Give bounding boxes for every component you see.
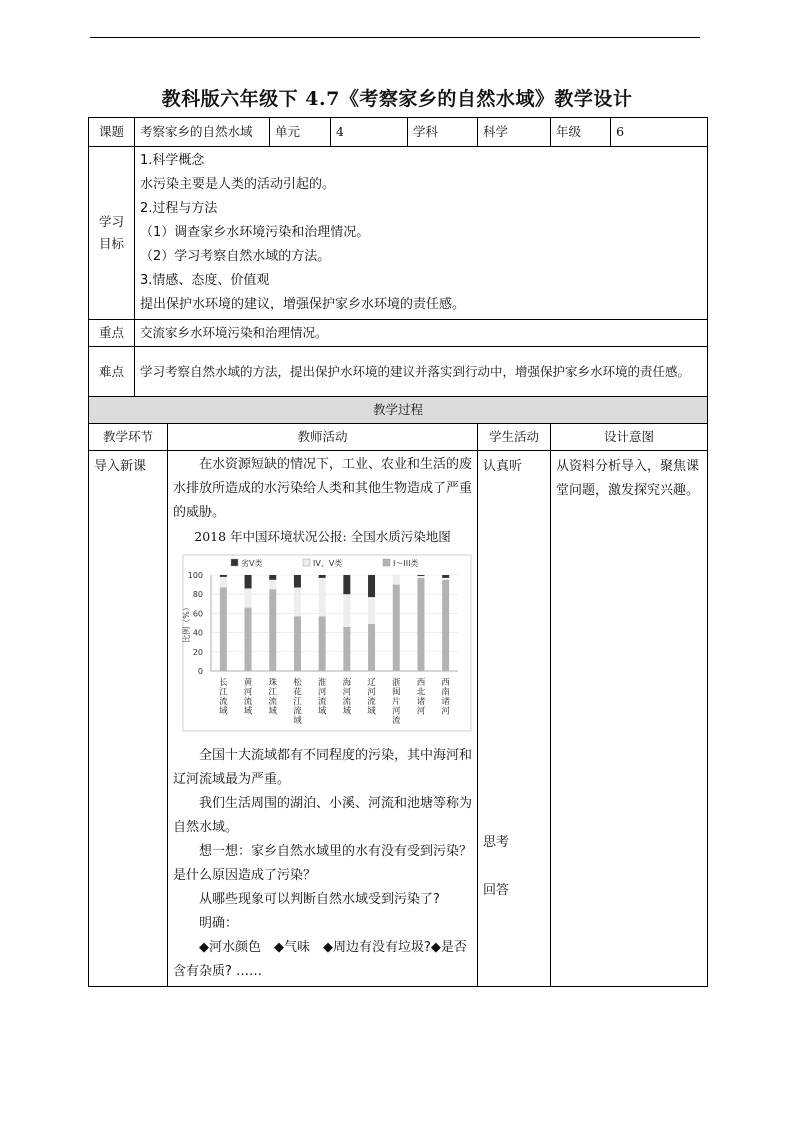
unit-label: 单元 <box>270 118 331 147</box>
bar-segment <box>368 575 375 597</box>
bar-segment <box>393 575 400 585</box>
key-point-label: 重点 <box>89 320 135 347</box>
bar-segment <box>294 575 301 587</box>
col-intent-header: 设计意图 <box>551 424 708 451</box>
teacher-paragraph: ◆河水颜色 ◆气味 ◆周边有没有垃圾?◆是否含有杂质? …… <box>173 940 467 979</box>
bar-segment <box>269 589 276 671</box>
teacher-paragraph: 我们生活周围的湖泊、小溪、河流和池塘等称为自然水域。 <box>173 796 473 835</box>
objective-line: 3.情感、态度、价值观 <box>140 273 270 288</box>
student-activity-answer: 回答 <box>483 883 510 898</box>
objective-line: 1.科学概念 <box>140 153 205 168</box>
objective-line: （2）学习考察自然水域的方法。 <box>140 249 331 264</box>
intro-design-intent: 从资料分析导入，聚焦课堂问题，激发探究兴趣。 <box>551 451 708 987</box>
key-point-text: 交流家乡水环境污染和治理情况。 <box>135 320 708 347</box>
intro-stage: 导入新课 <box>89 451 168 987</box>
water-quality-chart-svg <box>175 551 475 736</box>
bar-segment <box>368 597 375 624</box>
col-stage-header: 教学环节 <box>89 424 168 451</box>
teacher-paragraph: 明确： <box>199 916 239 931</box>
y-axis-label: 比例（%） <box>182 603 191 643</box>
y-tick-label: 20 <box>192 647 203 657</box>
grade-value: 6 <box>611 118 708 147</box>
document-title: 教科版六年级下 4.7《考察家乡的自然水域》教学设计 <box>161 88 633 110</box>
teacher-paragraph: 从哪些现象可以判断自然水域受到污染了? <box>199 892 440 907</box>
bar-segment <box>442 575 449 578</box>
process-header: 教学过程 <box>89 397 708 424</box>
objective-line: 2.过程与方法 <box>140 201 218 216</box>
bar-segment <box>442 580 449 671</box>
bar-segment <box>343 627 350 671</box>
legend-label: 劣V类 <box>241 559 263 568</box>
y-tick-label: 100 <box>187 571 203 580</box>
intro-student-activity <box>478 451 551 987</box>
intro-teacher-activity <box>168 451 478 987</box>
bar-segment <box>269 580 276 590</box>
objective-line: （1）调查家乡水环境污染和治理情况。 <box>140 225 370 240</box>
difficulty-text: 学习考察自然水域的方法，提出保护水环境的建议并落实到行动中，增强保护家乡水环境的责任感。 <box>135 347 708 397</box>
unit-value: 4 <box>331 118 408 147</box>
bar-segment <box>245 575 252 588</box>
chart-caption: 2018 年中国环境状况公报: 全国水质污染地图 <box>194 529 451 544</box>
legend-label: IV、V类 <box>313 559 343 568</box>
y-tick-label: 60 <box>192 609 203 619</box>
water-quality-chart <box>175 551 475 736</box>
bar-segment <box>220 587 227 671</box>
legend-label: I～III类 <box>393 559 419 568</box>
legend-swatch <box>231 559 238 566</box>
x-tick-label: 黄河流域 <box>243 678 253 717</box>
grade-label: 年级 <box>551 118 611 147</box>
teacher-paragraph: 全国十大流域都有不同程度的污染，其中海河和辽河流域最为严重。 <box>173 748 473 787</box>
bar-segment <box>393 585 400 671</box>
col-student-header: 学生活动 <box>478 424 551 451</box>
objective-line: 提出保护水环境的建议，增强保护家乡水环境的责任感。 <box>140 297 466 312</box>
bar-segment <box>319 616 326 671</box>
x-tick-label: 淮河流域 <box>317 678 327 717</box>
topic-value: 考察家乡的自然水域 <box>135 118 270 147</box>
teacher-paragraph: 想一想：家乡自然水域里的水有没有受到污染？是什么原因造成了污染？ <box>173 844 473 883</box>
bar-segment <box>294 587 301 616</box>
bar-segment <box>220 577 227 588</box>
x-tick-label: 珠江流域 <box>268 678 278 717</box>
bar-segment <box>269 575 276 580</box>
bar-segment <box>417 575 424 576</box>
x-tick-label: 长江流域 <box>219 678 228 717</box>
lesson-plan-table <box>88 117 708 987</box>
bar-segment <box>319 578 326 616</box>
objectives-label: 学习 目标 <box>89 147 135 320</box>
x-tick-label: 西南诸河 <box>441 678 450 717</box>
legend-swatch <box>303 559 310 566</box>
bar-segment <box>294 616 301 671</box>
x-tick-label: 西北诸河 <box>416 678 426 717</box>
col-teacher-header: 教师活动 <box>168 424 478 451</box>
bar-segment <box>245 588 252 607</box>
x-tick-label: 松花江流域 <box>293 678 302 726</box>
bar-segment <box>343 575 350 594</box>
bar-segment <box>220 575 227 577</box>
header-rule <box>90 37 700 38</box>
subject-value: 科学 <box>478 118 551 147</box>
y-tick-label: 40 <box>192 628 203 638</box>
legend-swatch <box>383 559 390 566</box>
bar-segment <box>417 578 424 671</box>
x-tick-label: 浙闽片河流 <box>391 678 401 726</box>
y-tick-label: 80 <box>192 590 203 600</box>
student-activity-think: 思考 <box>483 835 510 850</box>
teacher-paragraph: 在水资源短缺的情况下，工业、农业和生活的废水排放所造成的水污染给人类和其他生物造成了严重的威胁。 <box>173 457 473 520</box>
y-tick-label: 0 <box>197 667 203 676</box>
topic-label: 课题 <box>89 118 135 147</box>
bar-segment <box>442 578 449 580</box>
bar-segment <box>319 575 326 578</box>
bar-segment <box>343 594 350 627</box>
x-tick-label: 辽河流域 <box>367 678 376 717</box>
student-activity-listen: 认真听 <box>483 459 523 474</box>
bar-segment <box>368 624 375 671</box>
bar-segment <box>245 608 252 671</box>
bar-segment <box>417 576 424 578</box>
objectives-content <box>135 147 708 320</box>
x-tick-label: 海河流域 <box>342 678 352 717</box>
subject-label: 学科 <box>408 118 478 147</box>
objective-line: 水污染主要是人类的活动引起的。 <box>140 177 336 192</box>
difficulty-label: 难点 <box>89 347 135 397</box>
